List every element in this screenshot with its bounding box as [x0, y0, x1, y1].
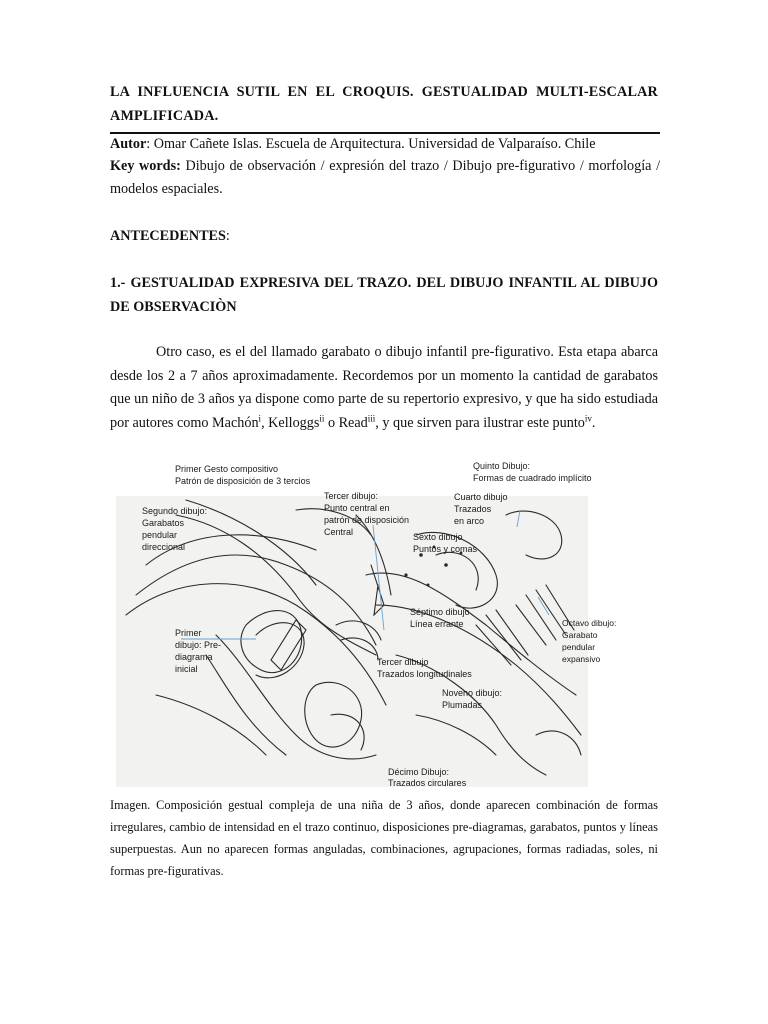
footnote-ref-1[interactable]: i [258, 412, 262, 423]
author-label: Autor [110, 136, 147, 152]
annotation-label: Quinto Dibujo: Formas de cuadrado implícito [473, 461, 592, 483]
paragraph-text-2: , Kelloggs [261, 414, 320, 431]
annotation-label: Noveno dibujo: Plumadas [442, 688, 503, 710]
section-heading [110, 225, 230, 247]
annotation-label: Octavo dibujo: Garabato pendular expansivo [562, 618, 617, 664]
keywords-line [110, 155, 660, 201]
keywords-label: Key words: [110, 158, 181, 174]
footnote-ref-3[interactable]: iii [367, 412, 376, 423]
title-line-1: LA INFLUENCIA SUTIL EN EL CROQUIS. GESTUALIDAD MULTI-ESCALAR [110, 84, 658, 100]
heading-line-1: 1.- GESTUALIDAD EXPRESIVA DEL TRAZO. DEL DIBUJO INFANTIL AL DIBUJO [110, 275, 658, 291]
paragraph-text-3: o Read [324, 414, 368, 431]
annotation-label: Primer Gesto compositivo Patrón de disposición de 3 tercios [175, 464, 311, 486]
section-title: ANTECEDENTES [110, 228, 226, 244]
document-title [110, 80, 658, 128]
author-text: : Omar Cañete Islas. Escuela de Arquitectura. Universidad de Valparaíso. Chile [146, 136, 596, 152]
scribble-figure [116, 455, 617, 788]
footnote-ref-4[interactable]: iv [584, 412, 592, 423]
body-paragraph [110, 341, 658, 435]
paragraph-text-4: , y que sirven para ilustrar este punto [375, 414, 585, 431]
annotation-label: Décimo Dibujo: Trazados circulares [388, 767, 467, 788]
annotation-label: Tercer dibujo: Punto central en patrón de disposición Central [324, 491, 410, 537]
footnote-ref-2[interactable]: ii [319, 412, 325, 423]
annotation-label: Segundo dibujo: Garabatos pendular direccional [142, 506, 208, 552]
annotation-label: Tercer dibujo Trazados longitudinales [377, 657, 472, 679]
annotation-label: Primer dibujo: Pre-diagrama inicial [175, 628, 222, 674]
author-line [110, 133, 670, 155]
annotation-label: Sexto dibujo Puntos y comas [413, 532, 478, 554]
paragraph-text-1: Otro caso, es el del llamado garabato o dibujo infantil pre-figurativo. Esta etapa abarca desde los 2 a 7 años aproximadamente. Recordemos por un momento la cantidad de garabatos que un niño de 3 años ya dispone como parte de su repertorio expresivo, y que ha sido estudiada por autores como Machón [110, 344, 658, 431]
annotation-label: Cuarto dibujo Trazados en arco [454, 492, 508, 526]
annotation-label: Séptimo dibujo Línea errante [410, 607, 470, 629]
section-colon: : [225, 228, 230, 244]
keywords-text: Dibujo de observación / expresión del trazo / Dibujo pre-figurativo / morfología / modelos espaciales. [110, 158, 661, 197]
paragraph-text-5: . [591, 414, 596, 431]
figure-caption: Imagen. Composición gestual compleja de una niña de 3 años, donde aparecen combinación de formas irregulares, cambio de intensidad en el trazo continuo, disposiciones pre-diagramas, garabatos, puntos y líneas superpuestas. Aun no aparecen formas anguladas, combinaciones, agrupaciones, formas radiadas, soles, ni formas pre-figurativas. [110, 798, 658, 878]
title-line-2: AMPLIFICADA. [110, 108, 219, 124]
subsection-heading [110, 271, 658, 319]
heading-line-2: DE OBSERVACIÒN [110, 299, 237, 315]
